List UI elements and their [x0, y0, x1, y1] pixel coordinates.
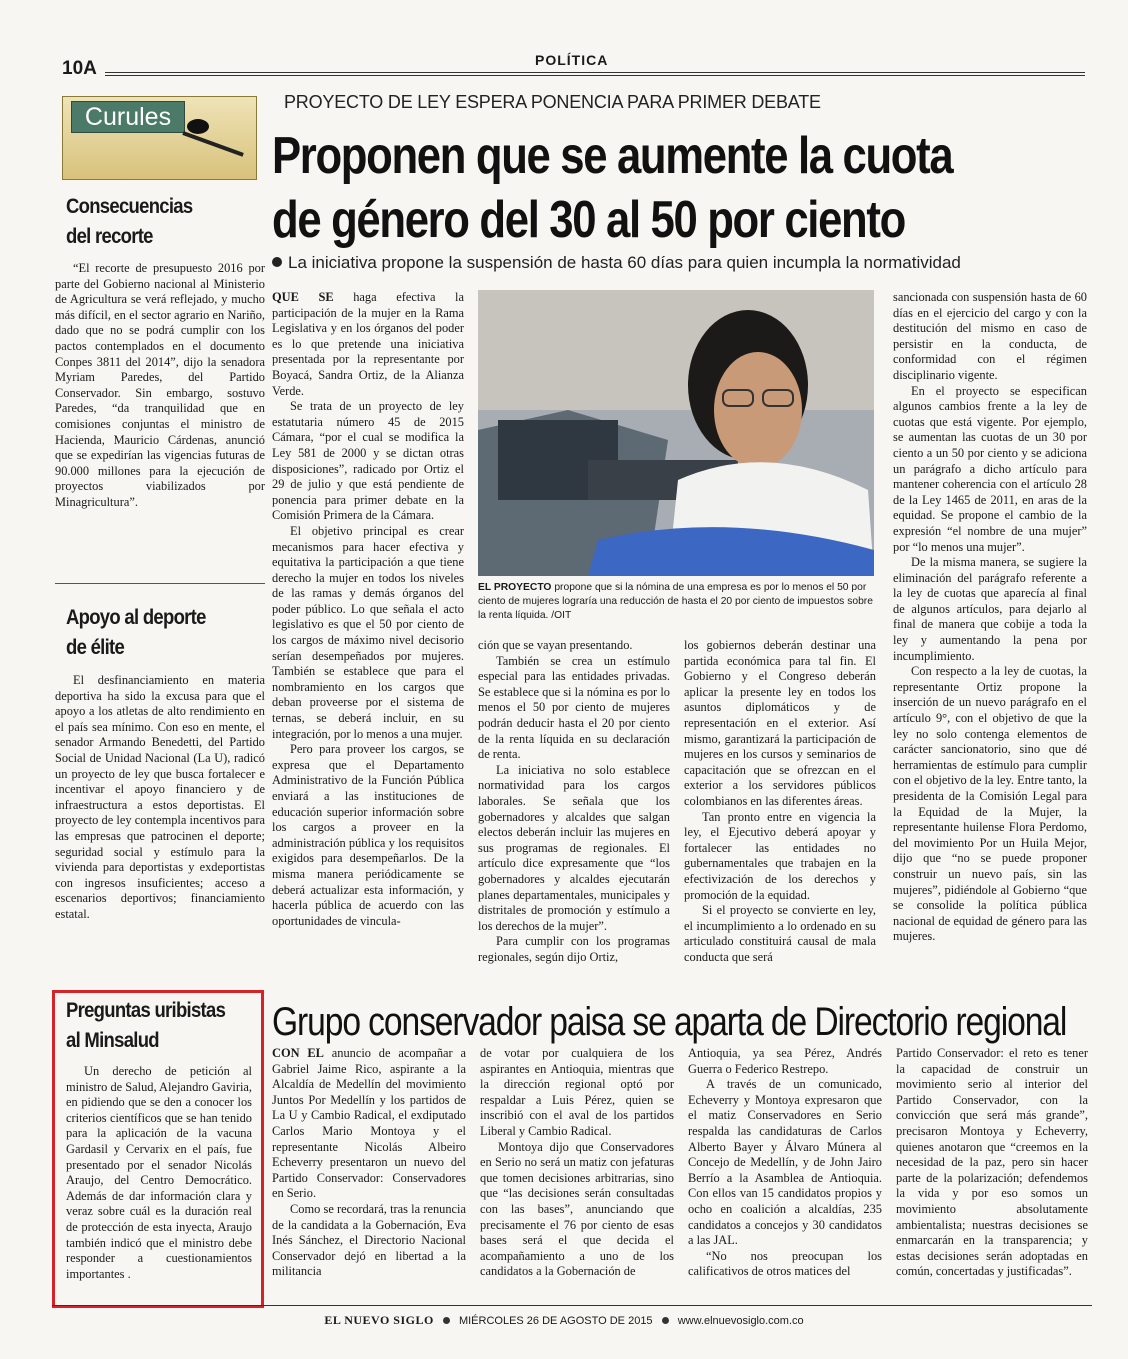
page-number: 10A — [62, 58, 97, 79]
article-subhead: La iniciativa propone la suspensión de hasta 60 días para quien incumpla la normatividad — [272, 253, 961, 273]
second-column-1: CON EL anuncio de acompañar a Gabriel Jaime Rico, aspirante a la Alcaldía de Medellín del movimiento Juntos Por Medellín y los partidos de La U y Cambio Radical, el exdiputado Carlos Mario Montoya y el representante Nicolás Albeiro Echeverry presentaron un nuevo del Partido Conservador: Conservadores en Serio. Como se recordará, tras la renuncia de la candidata a la Gobernación, Eva Inés Sánchez, el Directorio Nacional Conservador dejó en libertad a la militancia — [272, 1046, 467, 1279]
main-column-1: QUE SE haga efectiva la participación de la mujer en la Rama Legislativa y en los órganos del poder es lo que pretende una iniciativa presentada por la representante por Boyacá, Sandra Ortiz, de la Alianza Verde. Se trata de un proyecto de ley estatutaria número 45 de 2015 Cámara, “por el cual se modifica la Ley 581 de 2000 y se dictan otras disposiciones”, radicado por Ortiz el 29 de julio y que está pendiente de ponencia para primer debate en la Comisión Primera de la Cámara. El objetivo principal es crear mecanismos para hacer efectiva y equitativa la participación a que tiene derecho la mujer en todos los niveles de las ramas y demás órganos del poder público. Lo que señala el acto legislativo es que el 50 por ciento de los cargos de máximo nivel decisorio serían desempeñados por mujeres. También se establece que para el nombramiento en los cargos que deban proveerse por el sistema de ternas, se deberá incluir, en su integración, por lo menos a una mujer. Pero para proveer los cargos, se expresa que el Departamento Administrativo de la Función Pública enviará a las instituciones de educación superior información sobre los cargos a proveer en la administración pública y los requisitos exigidos para desempeñarlos. De la misma manera periódicamente se deberá actualizar esta información, y hacerla pública de acuerdo con las oportunidades de vincula- — [272, 290, 464, 928]
sidebar-heading-minsalud: Preguntas uribistas al Minsalud — [66, 999, 226, 1052]
sidebar-article-deporte: El desfinanciamiento en materia deportiva ha sido la excusa para que el apoyo a los atletas de alto rendimiento en el país sea mínimo. Con eso en mente, el senador Armando Benedetti, del Partido Social de Unidad Nacional (La U), radicó un proyecto de ley que busca fortalecer e incentivar el apoyo financiero y de infraestructura a estos deportistas. El proyecto de ley contempla incentivos para las empresas que patrocinen el deporte; seguridad social y estímulo para la vivienda para deportistas y exdeportistas con ingresos insuficientes; acceso a escenarios deportivos; financiamiento estatal. — [55, 673, 265, 921]
photo-caption: EL PROYECTO propone que si la nómina de una empresa es por lo menos el 50 por ciento de mujeres lograría una reducción de hasta el 20 por ciento de impuestos sobre la renta líquida. /OIT — [478, 582, 873, 621]
microphone-head-icon — [187, 119, 209, 134]
article-kicker: PROYECTO DE LEY ESPERA PONENCIA PARA PRIMER DEBATE — [284, 92, 821, 112]
issue-date: MIÉRCOLES 26 DE AGOSTO DE 2015 — [458, 1315, 653, 1327]
footer — [0, 1313, 1128, 1328]
section-title: POLÍTICA — [535, 52, 609, 68]
newspaper-logo: EL NUEVO SIGLO — [324, 1313, 434, 1327]
sidebar-article-recorte: “El recorte de presupuesto 2016 por parte del Gobierno nacional al Ministerio de Agricultura se verá reflejado, y mucho más difícil, en el sector agrario en Nariño, dado que no se podrá cumplir con los pactos contemplados en el documento Conpes 3811 del 2014”, dijo la senadora Myriam Paredes, del Partido Conservador. Sin embargo, sostuvo Paredes, “da tranquilidad que en comisiones conjuntas el ministro de Hacienda, Mauricio Cárdenas, anunció que se expedirían las vigencias futuras de 90.000 millones para la ejecución de proyectos viabilizados por Minagricultura”. — [55, 261, 265, 509]
sidebar-heading-deporte: Apoyo al deporte de élite — [66, 606, 206, 659]
main-column-4: sancionada con suspensión hasta de 60 días en el ejercicio del cargo y con la destitución del mismo en caso de persistir en la conducta, de conformidad con el régimen disciplinario vigente. En el proyecto se especifican algunos cambios frente a la ley de cuotas que está vigente. Por ejemplo, se aumentan las cuotas de un 30 por ciento a un 50 por ciento y se adiciona un parágrafo a dicho artículo para mantener coherencia con el artículo 28 de la Ley 1465 de 2011, en aras de la equidad. Se propone el cambio de la expresión “el nombre de una mujer” por “lo menos una mujer”. De la misma manera, se sugiere la eliminación del parágrafo referente a la ley de cuotas que aparecía al final de algunos artículos, para dejarlo al final de manera que cobije a toda la ley y aumentando la pena por incumplimiento. Con respecto a la ley de cuotas, la representante Ortiz propone la inserción de un nuevo parágrafo en el artículo 9°, con el objetivo de que la ley no solo contenga elementos de carácter sancionatorio, sino que dé herramientas de estímulo para cumplir con el objetivo de la ley. Entre tanto, la presidenta de la Comisión Legal para la Equidad de la Mujer, la representante huilense Flora Perdomo, del movimiento Por un Huila Mejor, dijo que “no se puede proponer construir un nuevo país, sin las mujeres”, pidiéndole al Gobierno “que se consolide la política pública nacional de equidad de género para las mujeres. — [893, 290, 1087, 944]
bullet-icon — [272, 257, 282, 267]
microphone-icon — [182, 131, 244, 157]
bullet-icon — [662, 1317, 669, 1324]
curules-label: Curules — [71, 101, 185, 133]
top-rule-2 — [105, 75, 1085, 76]
article-headline: Proponen que se aumente la cuota de género del 30 al 50 por ciento — [272, 127, 953, 249]
curules-badge — [62, 96, 257, 180]
second-column-2: de votar por cualquiera de los aspirantes en Antioquia, mientras que la dirección regional optó por respaldar a Luis Pérez, quien se inscribió con el aval de los partidos Liberal y Cambio Radical. Montoya dijo que Conservadores en Serio no será un matiz con jefaturas que tomen decisiones arbitrarias, sino que “las decisiones serán consultadas con las bases”, anunciando que precisamente el 76 por ciento de esas bases será el que decida el acompañamiento a uno de los candidatos a la Gobernación de — [480, 1046, 674, 1279]
bullet-icon — [443, 1317, 450, 1324]
second-column-4: Partido Conservador: el reto es tener la capacidad de construir un movimiento serio al interior del Partido Conservador, con la convicción que será más grande”, precisaron Montoya y Echeverry, quienes anotaron que “creemos en la necesidad de la paz, pero sin hacer parte de la polarización; defendemos la vida y por eso somos un movimiento absolutamente ambientalista; nuestras decisiones se enmarcarán en la transparencia; y estas decisiones serán adoptadas en común, concertadas y justificadas”. — [896, 1046, 1088, 1279]
top-rule — [105, 72, 1085, 73]
website-url: www.elnuevosiglo.com.co — [677, 1315, 804, 1327]
second-headline: Grupo conservador paisa se aparta de Directorio regional — [272, 1000, 1067, 1044]
sidebar-divider — [55, 583, 265, 584]
second-column-3: Antioquia, ya sea Pérez, Andrés Guerra o Federico Restrepo. A través de un comunicado, Echeverry y Montoya expresaron que el matiz Conservadores en Serio respalda las candidaturas de Carlos Alberto Bayer y Álvaro Múnera al Concejo de Medellín, y de John Jairo Berrío a la Asamblea de Antioquia. Con ellos van 15 candidatos propios y ocho en coalición a alcaldías, 235 candidatos a concejos y 30 candidatos a las JAL. “No nos preocupan los calificativos de otros matices del — [688, 1046, 882, 1279]
main-column-2: ción que se vayan presentando. También se crea un estímulo especial para las entidades privadas. Se establece que si la nómina es por lo menos el 50 por ciento de mujeres podrán deducir hasta el 20 por ciento de la renta líquida en su declaración de renta. La iniciativa no solo establece normatividad para los cargos laborales. Se señala que los gobernadores y alcaldes que salgan electos deberán incluir las mujeres en sus programas de regionales. El artículo dice expresamente que “los gobernadores y alcaldes ejecutarán planes departamentales, municipales y distritales de promoción y estímulo a los derechos de la mujer”. Para cumplir con los programas regionales, según dijo Ortiz, — [478, 638, 670, 964]
sidebar-heading-recorte: Consecuencias del recorte — [66, 195, 193, 248]
sidebar-article-minsalud: Un derecho de petición al ministro de Salud, Alejandro Gaviria, en pidiendo que se den a conocer los criterios científicos que se han tenido para la aplicación de la vacuna Gardasil y Cervarix en el país, fue presentado por el senador Nicolás Araujo, del Centro Democrático. Además de dar información clara y veraz sobre cuál es la duración real de protección de esta inyecta, Araujo también indicó que el ministro debe responder a cuestionamientos importantes . — [66, 1064, 252, 1281]
main-column-3: los gobiernos deberán destinar una partida económica para tal fin. El Gobierno y el Congreso deberán aplicar la presente ley en todos los asuntos diplomáticos y de representación en el exterior. Así mismo, garantizará la participación de mujeres en los cursos y seminarios de capacitación que se ofrezcan en el exterior a los servidores públicos colombianos en las diferentes áreas. Tan pronto entre en vigencia la ley, el Ejecutivo deberá apoyar y fortalecer las entidades no gubernamentales que trabajen en la efectivización de los derechos y promoción de la equidad. Si el proyecto se convierte en ley, el incumplimiento a lo ordenado en su articulado constituirá causal de mala conducta que será — [684, 638, 876, 964]
sewing-worker-image — [478, 290, 874, 576]
footer-rule — [52, 1305, 1092, 1306]
article-photo — [478, 290, 874, 576]
